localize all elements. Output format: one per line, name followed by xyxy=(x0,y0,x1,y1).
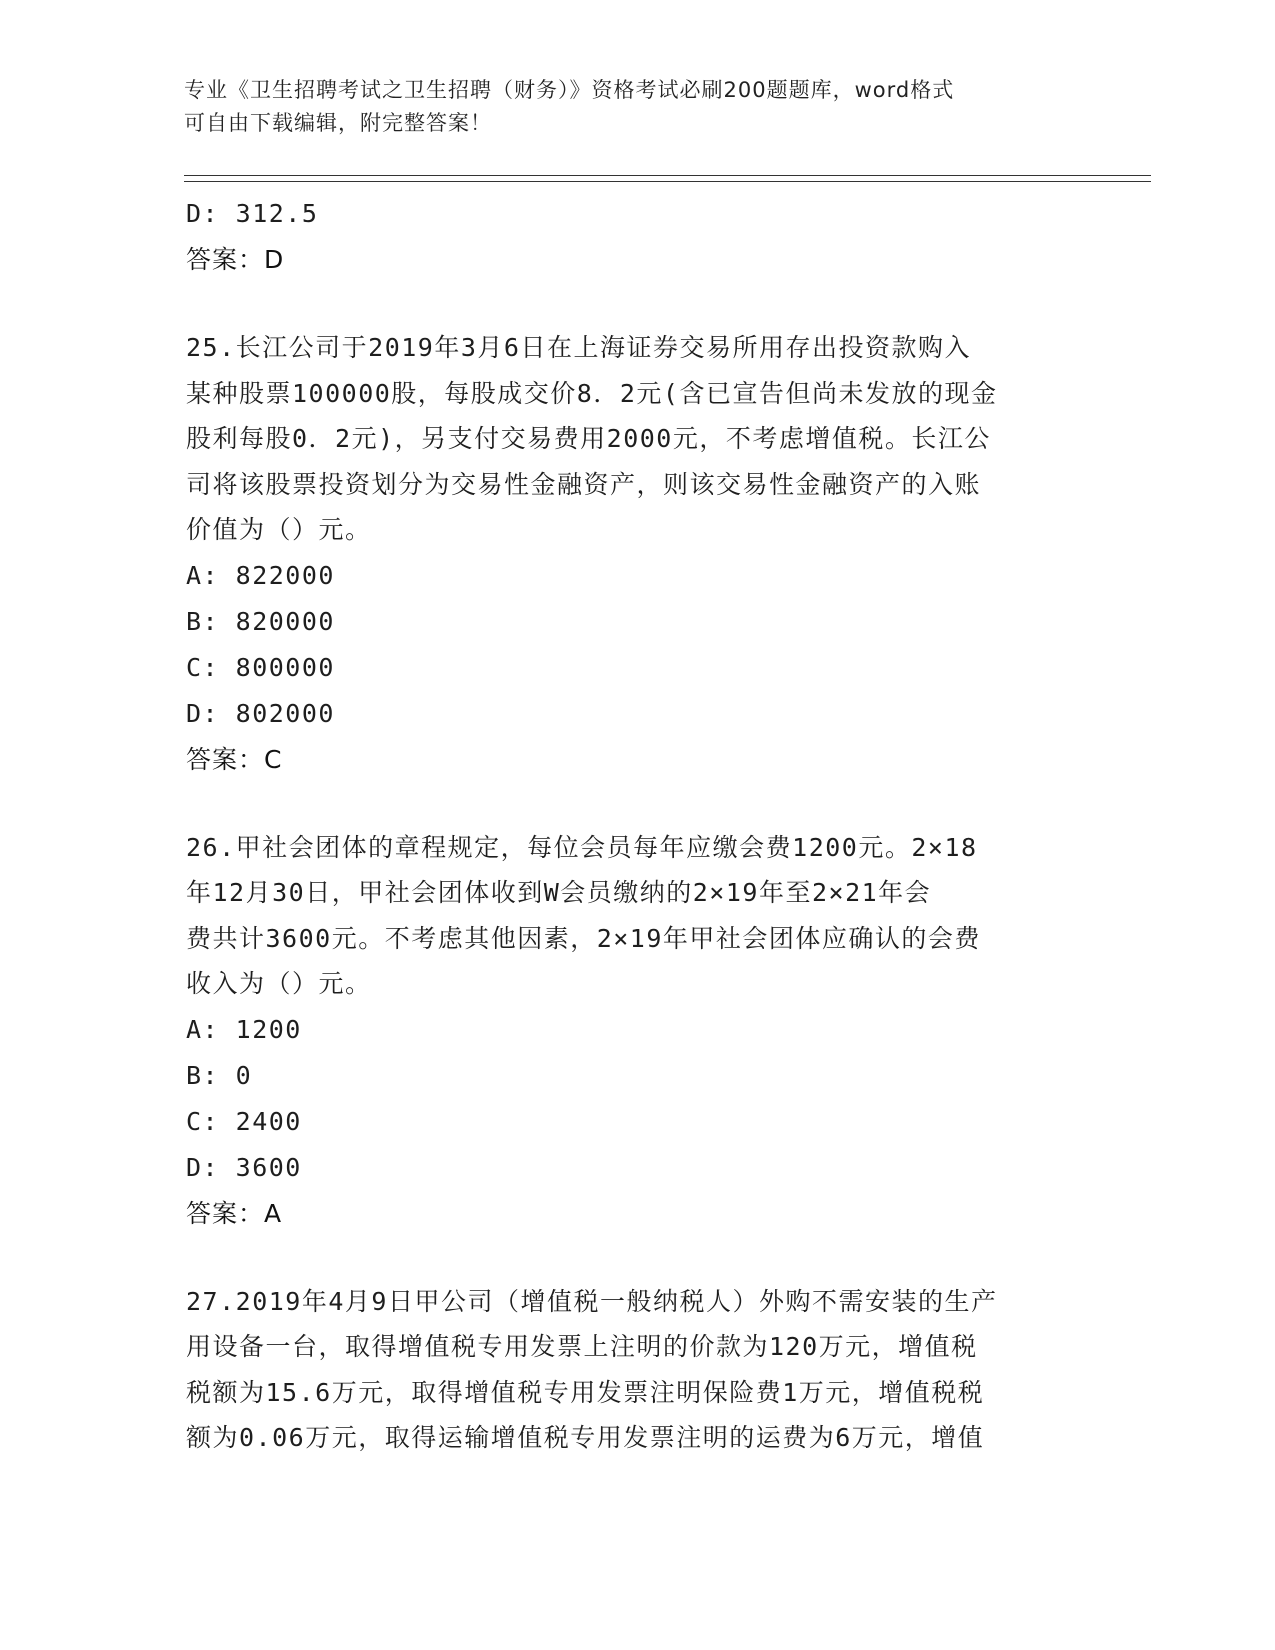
document-header xyxy=(184,74,1064,140)
question-stem-line: 26.甲社会团体的章程规定，每位会员每年应缴会费1200元。2×18 xyxy=(186,832,978,862)
question-stem-line: 费共计3600元。不考虑其他因素，2×19年甲社会团体应确认的会费 xyxy=(186,923,981,953)
question-stem-line: 27.2019年4月9日甲公司（增值税一般纳税人）外购不需安装的生产 xyxy=(186,1286,998,1316)
question-stem-line: 税额为15.6万元，取得增值税专用发票注明保险费1万元，增值税税 xyxy=(186,1377,985,1407)
header-divider-top xyxy=(184,175,1151,176)
option-a: A: 1200 xyxy=(186,1014,302,1044)
question-27 xyxy=(186,1279,1086,1461)
question-26 xyxy=(186,825,1086,1237)
question-stem-line: 年12月30日，甲社会团体收到W会员缴纳的2×19年至2×21年会 xyxy=(186,878,932,907)
option-d: D: 802000 xyxy=(186,698,335,728)
option-d: D: 312.5 xyxy=(186,199,319,228)
question-stem-line: 价值为（）元。 xyxy=(186,515,372,544)
option-b: B: 820000 xyxy=(186,606,335,636)
header-line-2: 可自由下载编辑，附完整答案！ xyxy=(184,111,492,135)
question-stem-line: 某种股票100000股，每股成交价8．2元(含已宣告但尚未发放的现金 xyxy=(186,378,998,408)
question-stem-line: 额为0.06万元，取得运输增值税专用发票注明的运费为6万元，增值 xyxy=(186,1423,985,1452)
option-d: D: 3600 xyxy=(186,1152,302,1182)
question-stem-line: 用设备一台，取得增值税专用发票上注明的价款为120万元，增值税 xyxy=(186,1332,978,1361)
header-divider-bottom xyxy=(184,181,1151,182)
document-body xyxy=(186,191,1086,1461)
question-stem-line: 25.长江公司于2019年3月6日在上海证券交易所用存出投资款购入 xyxy=(186,333,971,362)
question-stem-line: 收入为（）元。 xyxy=(186,969,372,998)
option-c: C: 800000 xyxy=(186,652,335,682)
question-25 xyxy=(186,325,1086,783)
option-b: B: 0 xyxy=(186,1060,253,1090)
option-a: A: 822000 xyxy=(186,560,335,590)
option-c: C: 2400 xyxy=(186,1106,302,1136)
header-line-1: 专业《卫生招聘考试之卫生招聘（财务）》资格考试必刷200题题库，word格式 xyxy=(184,78,955,102)
answer-line: 答案：A xyxy=(186,1198,283,1228)
question-stem-line: 股利每股0．2元)，另支付交易费用2000元，不考虑增值税。长江公 xyxy=(186,424,991,453)
question-stem-line: 司将该股票投资划分为交易性金融资产，则该交易性金融资产的入账 xyxy=(186,469,982,499)
answer-line: 答案：C xyxy=(186,744,283,774)
answer-line: 答案：D xyxy=(186,245,285,274)
